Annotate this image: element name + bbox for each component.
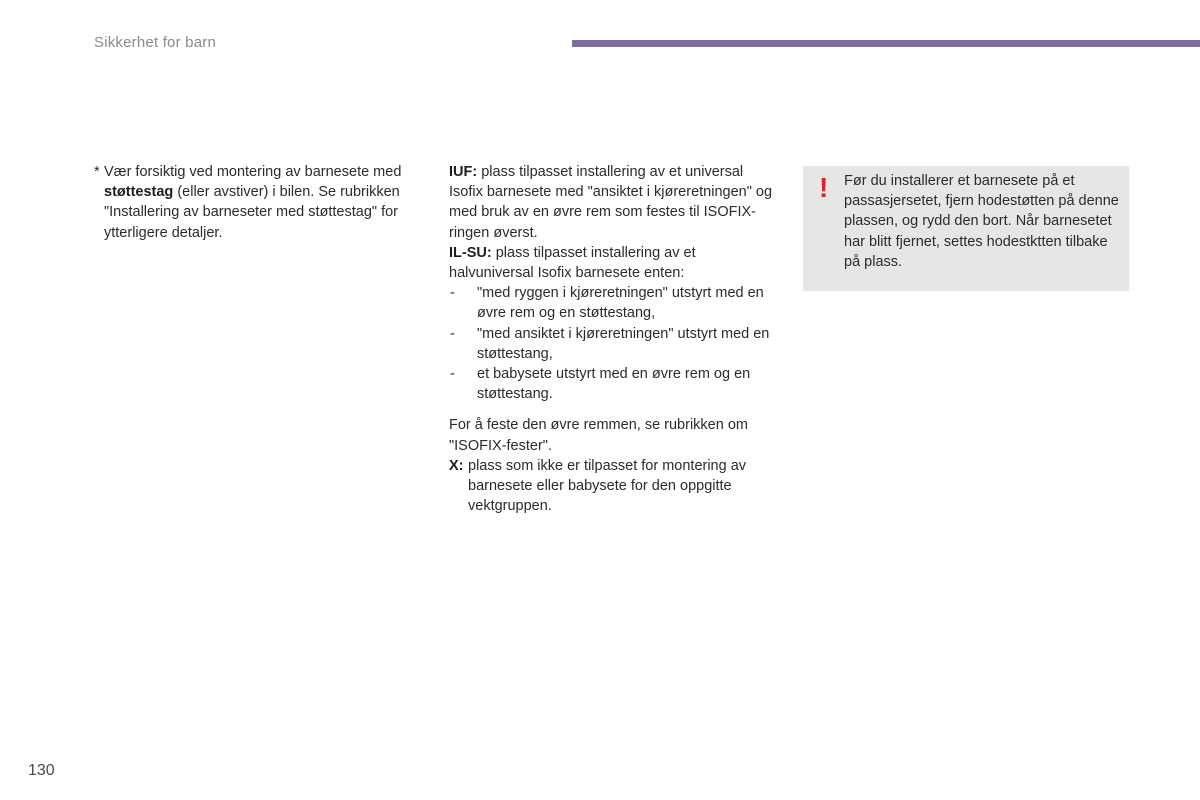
iuf-definition bbox=[449, 162, 779, 243]
iuf-term: IUF: bbox=[449, 164, 478, 180]
list-item-text: "med ryggen i kjøreretningen" utstyrt med en øvre rem og en støttestang, bbox=[477, 285, 764, 322]
footnote-star: * bbox=[94, 164, 100, 180]
left-column bbox=[94, 162, 424, 243]
ilsu-options-list bbox=[449, 283, 779, 404]
isofix-note: For å feste den øvre remmen, se rubrikken om "ISOFIX-fester". bbox=[449, 417, 748, 454]
footnote-text-2: (eller avstiver) i bilen. Se rubrikken "Installering av barneseter med støttestag" for ytterligere detaljer. bbox=[104, 184, 400, 241]
warning-box bbox=[803, 166, 1129, 291]
list-item-text: et babysete utstyrt med en øvre rem og en støttestang. bbox=[477, 366, 751, 403]
middle-column bbox=[449, 162, 779, 516]
footnote bbox=[94, 162, 424, 243]
list-item bbox=[449, 324, 779, 364]
x-term: X: bbox=[449, 457, 464, 474]
x-definition bbox=[449, 456, 779, 517]
ilsu-definition bbox=[449, 243, 779, 283]
dash-marker: - bbox=[450, 285, 455, 302]
section-title: Sikkerhet for barn bbox=[94, 34, 216, 51]
warning-text: Før du installerer et barnesete på et passasjersetet, fjern hodestøtten på denne plassen, og rydd den bort. Når barnesetet har blitt fjernet, settes hodestktten tilbake på plass. bbox=[844, 173, 1119, 270]
ilsu-term: IL-SU: bbox=[449, 244, 492, 261]
dash-marker: - bbox=[450, 366, 455, 383]
footnote-text-1: Vær forsiktig ved montering av barnesete med bbox=[104, 164, 402, 180]
list-item bbox=[449, 283, 779, 323]
dash-marker: - bbox=[450, 325, 455, 342]
list-item bbox=[449, 364, 779, 404]
exclamation-icon: ! bbox=[819, 172, 829, 203]
ilsu-text: plass tilpasset installering av et halvuniversal Isofix barnesete enten: bbox=[449, 244, 696, 282]
footnote-bold-term: støttestag bbox=[104, 184, 174, 201]
paragraph-gap bbox=[449, 404, 779, 415]
header-accent-bar bbox=[572, 40, 1200, 47]
x-text: plass som ikke er tilpasset for montering av barnesete eller babysete for den oppgitte vektgruppen. bbox=[468, 457, 747, 515]
list-item-text: "med ansiktet i kjøreretningen" utstyrt med en støttestang, bbox=[477, 325, 770, 362]
iuf-text: plass tilpasset installering av et universal Isofix barnesete med "ansiktet i kjøreretningen" og med bruk av en øvre rem som festes til ISOFIX-ringen øverst. bbox=[449, 164, 773, 241]
page-number: 130 bbox=[28, 762, 55, 779]
